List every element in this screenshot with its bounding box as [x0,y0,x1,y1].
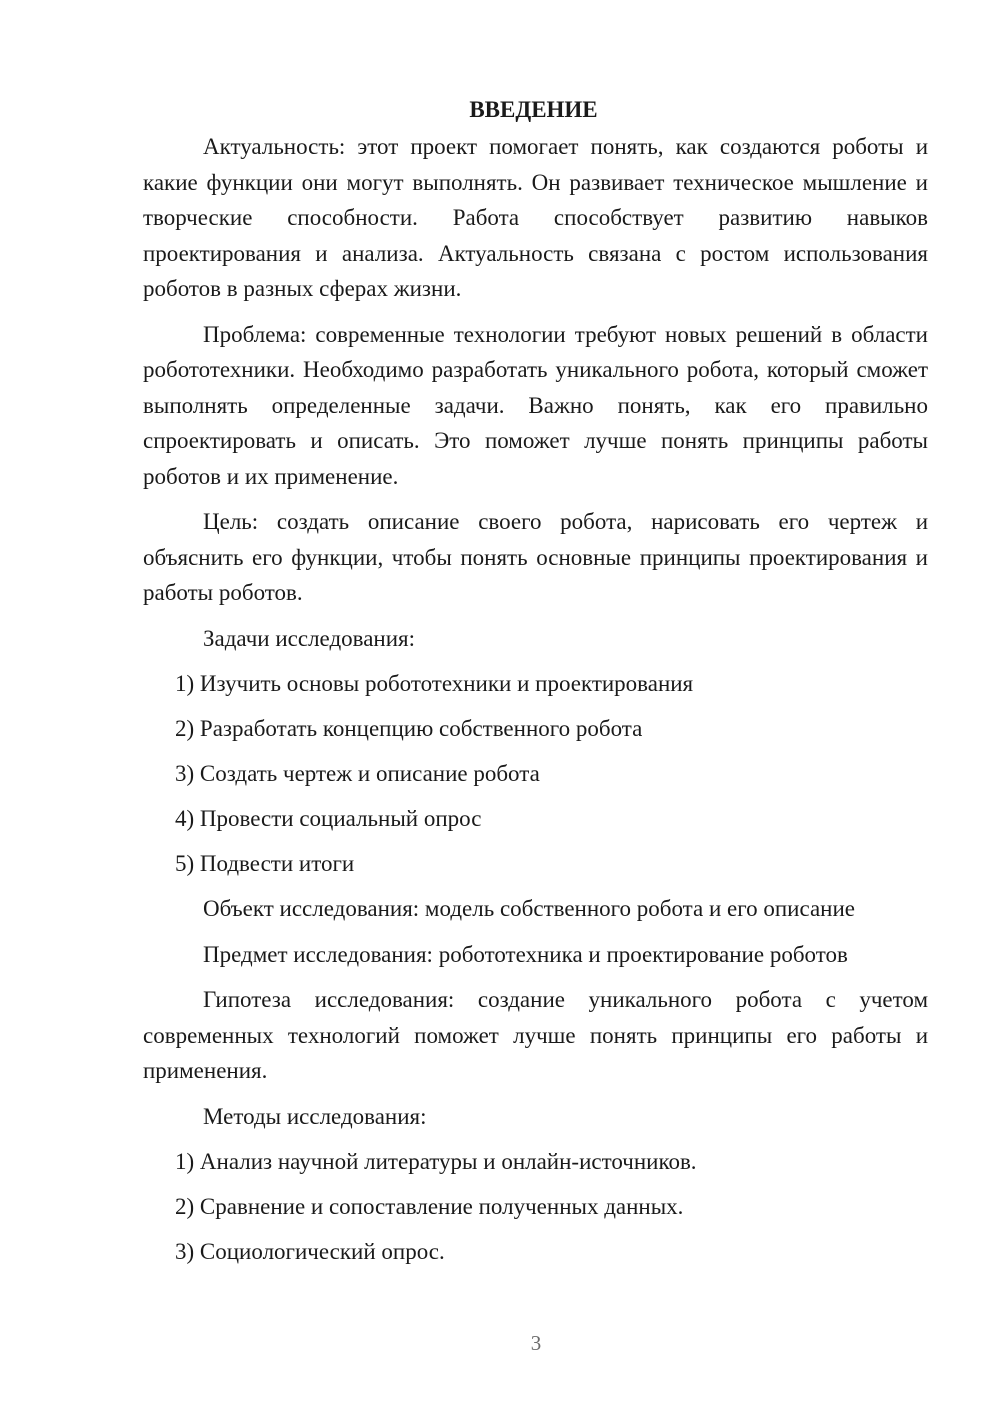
task-item: 4) Провести социальный опрос [175,806,482,831]
page-content [143,92,928,1269]
object-line: Объект исследования: модель собственного робота и его описание [203,896,855,921]
task-item: 2) Разработать концепцию собственного робота [175,716,643,741]
problem-paragraph: Проблема: современные технологии требуют новых решений в области робототехники. Необходимо разработать уникального робота, который сможет выполнять определенные задачи. Важно понять, как его правильно спроектировать и описать. Это поможет лучше понять принципы работы роботов и их применение. [143,321,928,489]
subject-line: Предмет исследования: робототехника и проектирование роботов [203,941,848,967]
method-item: 3) Социологический опрос. [175,1239,445,1264]
tasks-title: Задачи исследования: [203,625,416,651]
goal-paragraph: Цель: создать описание своего робота, нарисовать его чертеж и объяснить его функции, чтобы понять основные принципы проектирования и работы роботов. [143,509,928,605]
method-item: 1) Анализ научной литературы и онлайн-источников. [175,1149,697,1174]
task-item: 5) Подвести итоги [175,851,355,876]
page-number: 3 [530,1331,542,1355]
relevance-paragraph: Актуальность: этот проект помогает понять, как создаются роботы и какие функции они могут выполнять. Он развивает техническое мышление и творческие способности. Работа способствует развитию навыков проектирования и анализа. Актуальность связана с ростом использования роботов в разных сферах жизни. [143,134,928,301]
task-item: 1) Изучить основы робототехники и проектирования [175,671,694,696]
task-item: 3) Создать чертеж и описание робота [175,761,540,786]
hypothesis-paragraph: Гипотеза исследования: создание уникального робота с учетом современных технологий поможет лучше понять принципы его работы и применения. [143,987,928,1083]
method-item: 2) Сравнение и сопоставление полученных данных. [175,1194,684,1219]
methods-title: Методы исследования: [203,1103,427,1129]
section-heading: ВВЕДЕНИЕ [469,97,598,122]
